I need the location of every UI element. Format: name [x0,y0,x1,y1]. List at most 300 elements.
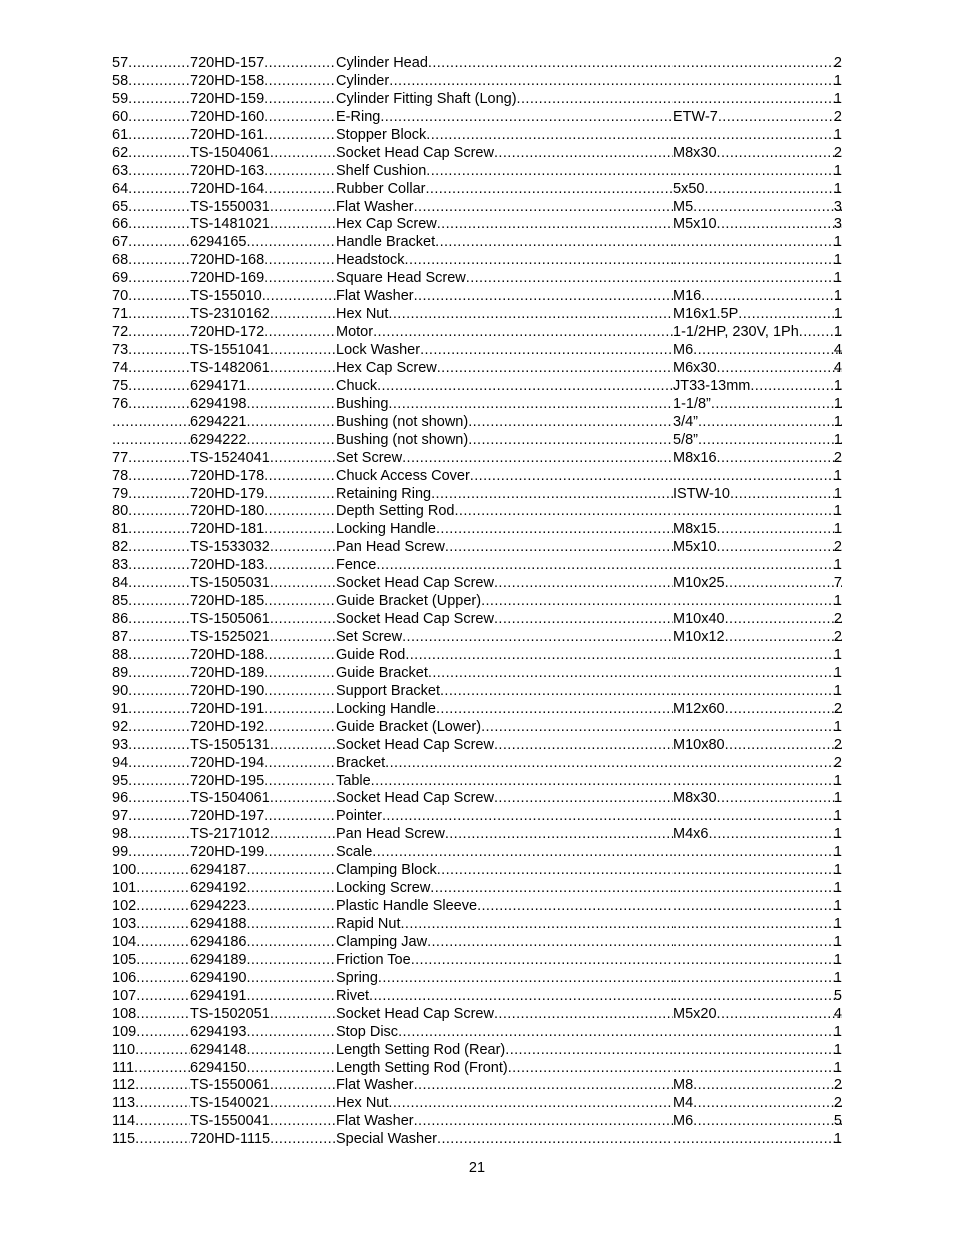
description: Friction Toe [336,951,411,968]
quantity: 2 [833,1095,842,1112]
size-cell [673,952,842,970]
size-cell [673,988,842,1006]
part-number-cell [190,719,336,737]
ref-number: 104 [112,933,137,950]
ref-number: 92 [112,718,129,735]
description: Rubber Collar [336,180,426,197]
size-cell [673,683,842,701]
description-cell [336,468,673,486]
description-cell [336,629,673,647]
ref-number-cell [112,55,190,73]
page-number: 21 [468,1160,486,1176]
parts-row [112,1095,842,1113]
size: M12x60 [673,700,725,717]
description: Clamping Jaw [336,933,428,950]
part-number: TS-155010 [190,288,262,305]
dot-leader [270,629,336,647]
ref-number: 109 [112,1023,137,1040]
dot-leader [128,342,190,360]
parts-row [112,468,842,486]
size-cell [673,790,842,808]
ref-number: 80 [112,503,129,520]
part-number: 720HD-163 [190,162,265,179]
ref-number: 71 [112,306,129,323]
parts-row [112,414,842,432]
size-cell [673,199,842,217]
part-number-cell [190,737,336,755]
parts-row [112,988,842,1006]
dot-leader [128,55,190,73]
dot-leader [373,324,673,342]
quantity: 1 [833,431,842,448]
dot-leader [270,1006,336,1024]
dot-leader [128,826,190,844]
description: Square Head Screw [336,270,466,287]
dot-leader [468,414,673,432]
dot-leader [270,216,336,234]
description: Socket Head Cap Screw [336,790,494,807]
parts-row [112,790,842,808]
dot-leader [264,665,336,683]
ref-number-cell [112,988,190,1006]
size-cell [673,468,842,486]
parts-row [112,808,842,826]
dot-leader [136,916,190,934]
parts-row [112,450,842,468]
size: M4x6 [673,826,709,843]
description-cell [336,970,673,988]
parts-row [112,557,842,575]
part-number-cell [190,970,336,988]
ref-number-cell [112,826,190,844]
dot-leader [376,557,673,575]
size: ISTW-10 [673,485,730,502]
dot-leader [128,503,190,521]
description-cell [336,737,673,755]
dot-leader [112,432,190,450]
size-cell [673,252,842,270]
dot-leader [717,539,842,557]
dot-leader [673,683,842,701]
ref-number: 108 [112,1005,137,1022]
ref-number-cell [112,844,190,862]
dot-leader [264,701,336,719]
description: Hex Cap Screw [336,359,437,376]
ref-number-cell [112,1042,190,1060]
dot-leader [725,737,842,755]
parts-row [112,1042,842,1060]
dot-leader [673,755,842,773]
ref-number: 107 [112,987,137,1004]
dot-leader [128,288,190,306]
description: Flat Washer [336,288,414,305]
size-cell [673,844,842,862]
ref-number: 90 [112,682,129,699]
part-number: TS-1505031 [190,575,270,592]
part-number-cell [190,826,336,844]
dot-leader [246,970,336,988]
dot-leader [673,862,842,880]
dot-leader [136,988,190,1006]
size-cell [673,916,842,934]
parts-row [112,1131,842,1149]
dot-leader [517,91,673,109]
parts-row [112,665,842,683]
dot-leader [440,683,673,701]
quantity: 1 [833,485,842,502]
part-number: TS-1505131 [190,736,270,753]
part-number-cell [190,414,336,432]
ref-number: 105 [112,951,137,968]
part-number: 720HD-169 [190,270,265,287]
description: Fence [336,557,377,574]
ref-number-cell [112,755,190,773]
size-cell [673,1060,842,1078]
ref-number-cell [112,396,190,414]
part-number: 720HD-192 [190,718,265,735]
dot-leader [128,396,190,414]
size-cell [673,737,842,755]
description-cell [336,1024,673,1042]
size-cell [673,665,842,683]
dot-leader [264,683,336,701]
dot-leader [673,73,842,91]
dot-leader [411,952,673,970]
ref-number: 75 [112,377,129,394]
parts-row [112,378,842,396]
ref-number-cell [112,790,190,808]
part-number: TS-2171012 [190,826,270,843]
dot-leader [673,252,842,270]
ref-number-cell [112,450,190,468]
description: Headstock [336,252,405,269]
size-cell [673,324,842,342]
dot-leader [673,55,842,73]
part-number: 720HD-172 [190,324,265,341]
dot-leader [437,360,673,378]
dot-leader [246,880,336,898]
description: Rivet [336,987,370,1004]
part-number: 6294221 [190,413,247,430]
ref-number-cell [112,288,190,306]
description: Bushing [336,395,389,412]
size-cell [673,181,842,199]
part-number-cell [190,109,336,127]
ref-number-cell [112,360,190,378]
description: Stopper Block [336,126,427,143]
dot-leader [437,216,673,234]
dot-leader [750,378,842,396]
size-cell [673,755,842,773]
ref-number: 87 [112,629,129,645]
description: Chuck Access Cover [336,467,470,484]
parts-row [112,73,842,91]
dot-leader [428,55,673,73]
dot-leader [128,683,190,701]
part-number-cell [190,306,336,324]
ref-number: 114 [112,1113,136,1130]
size: 5x50 [673,180,705,197]
quantity: 1 [833,395,842,412]
dot-leader [717,790,842,808]
description: Locking Screw [336,880,431,897]
parts-row [112,270,842,288]
ref-number-cell [112,503,190,521]
size-cell [673,503,842,521]
part-number-cell [190,575,336,593]
quantity: 1 [833,826,842,843]
description-cell [336,593,673,611]
description-cell [336,55,673,73]
quantity: 1 [833,521,842,538]
quantity: 2 [833,700,842,717]
parts-row [112,1006,842,1024]
dot-leader [128,127,190,145]
part-number-cell [190,432,336,450]
ref-number: 98 [112,826,129,843]
dot-leader [673,988,842,1006]
part-number-cell [190,1095,336,1113]
dot-leader [693,1095,842,1113]
dot-leader [402,450,673,468]
size-cell [673,145,842,163]
part-number: TS-2310162 [190,306,270,323]
ref-number-cell [112,1077,190,1095]
size-cell [673,826,842,844]
quantity: 2 [833,144,842,161]
dot-leader [494,790,673,808]
dot-leader [264,773,336,791]
ref-number-cell [112,647,190,665]
quantity: 1 [833,1059,842,1076]
dot-leader [136,880,190,898]
part-number-cell [190,755,336,773]
dot-leader [673,880,842,898]
description-cell [336,486,673,504]
ref-number: 111 [112,1059,135,1076]
part-number: 6294198 [190,395,247,412]
dot-leader [673,127,842,145]
ref-number: 64 [112,180,129,197]
part-number-cell [190,127,336,145]
ref-number: 93 [112,736,129,753]
dot-leader [264,163,336,181]
dot-leader [128,234,190,252]
dot-leader [128,647,190,665]
ref-number: 102 [112,898,137,915]
quantity: 1 [833,557,842,574]
part-number: 720HD-159 [190,90,265,107]
parts-row [112,503,842,521]
size-cell [673,1024,842,1042]
dot-leader [270,575,336,593]
ref-number-cell [112,486,190,504]
ref-number-cell [112,773,190,791]
size: M16 [673,288,702,305]
dot-leader [673,773,842,791]
dot-leader [693,342,842,360]
part-number: TS-1551041 [190,342,270,358]
description: Locking Handle [336,521,436,538]
parts-row [112,91,842,109]
dot-leader [385,755,673,773]
quantity: 1 [833,880,842,897]
ref-number: 60 [112,108,129,125]
part-number: 720HD-190 [190,682,265,699]
description-cell [336,450,673,468]
dot-leader [725,701,842,719]
dot-leader [246,1024,336,1042]
description: Guide Bracket (Lower) [336,718,482,735]
dot-leader [136,862,190,880]
size-cell [673,91,842,109]
dot-leader [246,414,336,432]
description-cell [336,109,673,127]
description-cell [336,73,673,91]
dot-leader [128,611,190,629]
ref-number-cell [112,719,190,737]
size-cell [673,396,842,414]
part-number: 6294165 [190,234,247,251]
quantity: 1 [833,180,842,197]
dot-leader [414,1113,673,1131]
dot-leader [717,216,842,234]
quantity: 4 [833,359,842,376]
ref-number: 103 [112,916,137,932]
quantity: 1 [833,413,842,430]
ref-number-cell [112,378,190,396]
size: ETW-7 [673,108,718,125]
size-cell [673,1113,842,1131]
quantity: 7 [833,575,842,592]
ref-number-cell [112,737,190,755]
parts-row [112,755,842,773]
dot-leader [468,432,673,450]
dot-leader [128,557,190,575]
dot-leader [673,952,842,970]
dot-leader [128,521,190,539]
dot-leader [717,521,842,539]
description-cell [336,342,673,360]
size-cell [673,808,842,826]
size-cell [673,898,842,916]
dot-leader [128,593,190,611]
ref-number-cell [112,414,190,432]
part-number-cell [190,988,336,1006]
description-cell [336,216,673,234]
quantity: 4 [833,342,842,358]
dot-leader [673,916,842,934]
ref-number: 79 [112,485,129,502]
dot-leader [673,1060,842,1078]
dot-leader [701,288,842,306]
ref-number: 110 [112,1041,136,1058]
ref-number-cell [112,1095,190,1113]
ref-number-cell [112,252,190,270]
part-number-cell [190,808,336,826]
size-cell [673,701,842,719]
size-cell [673,306,842,324]
quantity: 1 [833,306,842,323]
dot-leader [264,844,336,862]
dot-leader [430,880,673,898]
description-cell [336,862,673,880]
size-cell [673,432,842,450]
part-number-cell [190,486,336,504]
dot-leader [128,808,190,826]
dot-leader [264,503,336,521]
quantity: 1 [833,593,842,610]
dot-leader [264,557,336,575]
description-cell [336,1113,673,1131]
dot-leader [673,270,842,288]
description-cell [336,934,673,952]
dot-leader [128,109,190,127]
dot-leader [246,378,336,396]
part-number-cell [190,199,336,217]
ref-number: 100 [112,862,137,879]
part-number: TS-1533032 [190,539,270,556]
ref-number-cell [112,1131,190,1149]
part-number: 720HD-157 [190,55,265,71]
ref-number: 68 [112,252,129,269]
part-number-cell [190,145,336,163]
description-cell [336,539,673,557]
dot-leader [270,1077,336,1095]
size-cell [673,970,842,988]
ref-number: 82 [112,539,129,556]
dot-leader [414,288,673,306]
size-cell [673,521,842,539]
part-number: TS-1482061 [190,359,270,376]
quantity: 1 [833,270,842,287]
description: Set Screw [336,629,403,645]
dot-leader [431,486,673,504]
part-number: 720HD-199 [190,844,265,861]
part-number-cell [190,324,336,342]
dot-leader [673,844,842,862]
description: Scale [336,844,373,861]
size: 1-1/2HP, 230V, 1Ph [673,324,799,341]
dot-leader [725,629,842,647]
description: Flat Washer [336,198,414,215]
dot-leader [128,378,190,396]
quantity: 1 [833,718,842,735]
ref-number: 77 [112,449,129,466]
dot-leader [470,468,673,486]
part-number: 6294192 [190,880,247,897]
ref-number-cell [112,324,190,342]
dot-leader [128,844,190,862]
description-cell [336,234,673,252]
size-cell [673,593,842,611]
description: Support Bracket [336,682,440,699]
ref-number: 91 [112,700,129,717]
dot-leader [673,1024,842,1042]
part-number-cell [190,91,336,109]
size-cell [673,934,842,952]
part-number: TS-1540021 [190,1095,270,1112]
dot-leader [425,181,673,199]
ref-number-cell [112,1006,190,1024]
size: 5/8” [673,431,698,448]
dot-leader [270,790,336,808]
dot-leader [136,898,190,916]
ref-number-cell [112,683,190,701]
part-number-cell [190,880,336,898]
dot-leader [494,611,673,629]
dot-leader [437,862,673,880]
